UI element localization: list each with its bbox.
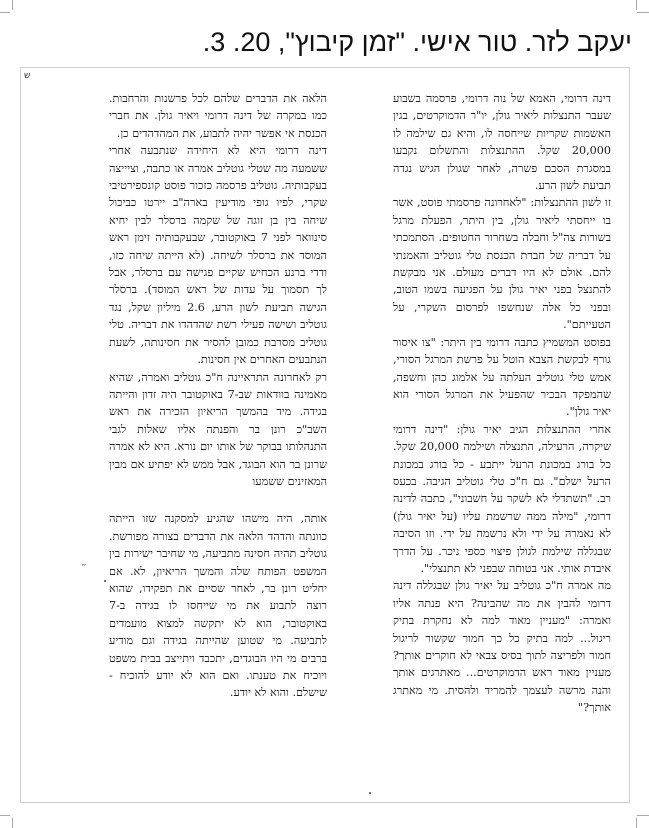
crop-mark-top-left-v <box>12 0 13 10</box>
article-column-left <box>109 90 327 770</box>
document-title: יעקב לזר. טור אישי. "זמן קיבוץ", 20. 3. <box>202 27 632 57</box>
scan-speck <box>369 792 371 794</box>
crop-mark-top-right-h <box>637 12 649 13</box>
paragraph: דינה דרומי, האמא של נוה דרומי, פרסמה בשבוע שעבר התנצלות ליאיר גולן, יו"ר הדמוקרטים, בגין האשמות שקריות שייחסה לו, והיא גם שילמה לו 20,000 שקל. ההתנצלות והתשלום נקבעו במסגרת הסכם פשרה, לאחר שגולן הגיש נגדה תביעת לשון הרע. <box>393 92 611 193</box>
crop-mark-top-right-v <box>636 0 637 10</box>
margin-mark: ״ <box>81 562 87 572</box>
crop-mark-bottom-left-h <box>0 815 10 816</box>
paragraph: אותה, היה מישהו שהגיע למסקנה שזו הייתה כוונתה והדהד הלאה את הדברים בצורה מפורשת. גוטליב תהיה חסינה מתביעה, מי שחיבר ישירות בין המשפט הפותח שלה והמשך הריאיון, לא. אם יחליט רונן בר, לאחר שסיים את תפקידו, שהוא רוצה לתבוע את מי שייחסו לו בגידה ב-7 באוקטובר, הוא לא יתקשה למצוא מועמדים לתביעה. מי שטוען שהייתה בגידה וגם מודיע ברבים מי היו הבוגדים, יתכבד ויתייצב בבית משפט ויוכיח את טענתו. ואם הוא לא יודע להוכיח - שישלם. והוא לא יודע. <box>109 512 327 700</box>
paragraph: דינה דרומי היא לא היחידה שנתבעה אחרי ששמעה מה שטלי גוטליב אמרה או כתבה, וציייצה בעקבותיה. גוטליב פרסמה כזכור פוסט קונספירטיבי שקרי, לפיו גופי מודיעין בארה"ב יירטו כביכול שיחה בין בן זוגה של שקמה ברסלר לבין יחיא סינוואר לפני 7 באוקטובר, שבעקבותיה זימן ראש המוסד את ברסלר לשיחה. (לא הייתה שיחה כזו, ודדי ברנע הכחיש שקיים פגישה עם ברסלר, אבל לך תסמוך על עדות של ראש המוסד). ברסלר הגישה תביעת לשון הרע, 2.6 מיליון שקל, נגד גוטליב ושישה פעילי רשת שהדהדו את דבריה. טלי גוטליב מסרבת כמובן להסיר את חסינותה, לשעת הנתבעים האחרים אין חסינות. <box>109 144 327 367</box>
article-column-right <box>393 90 611 770</box>
scan-speck <box>104 580 106 582</box>
crop-mark-bottom-left-v <box>12 818 13 828</box>
paragraph: רק לאחרונה התראיינה ח"כ גוטליב ואמרה, שהיא מאמינה בוודאות שב-7 באוקטובר היה זדון והייתה בגידה. מיד בהמשך הריאיון הזכירה את ראש השב"כ רונן בר והפנתה אליו שאלות לגבי התנהלותו בבוקר של אותו יום נורא. היא לא אמרה שרונן בר הוא הבוגד, אבל ממש לא יפתיע אם מבין המאזינים ששמעו <box>109 370 327 488</box>
crop-mark-bottom-right-h <box>637 815 649 816</box>
article-body <box>21 68 629 802</box>
corner-mark: ש <box>24 71 31 81</box>
paragraph: זו לשון ההתנצלות: "לאחרונה פרסמתי פוסט, אשר בו ייחסתי ליאיר גולן, בין היתר, הפעלת מרגל בשורות צה"ל וחבלה בשחרור החטופים. הסתמכתי על דבריה של חברת הכנסת טלי גוטליב והאמנתי להם. אולם לא היו דברים מעולם. אני מבקשת להתנצל בפני יאיר גולן על הפגיעה בשמו הטוב, ובפני כל אלה שנחשפו לפרסום השקרי, על הטעייתם". <box>393 196 611 332</box>
paragraph: הלאה את הדברים שלהם לכל פרשנות והרחבות. כמו במקרה של דינה דרומי ויאיר גולן. את חברי הכנסת אי אפשר יהיה לתבוע, את המהדהדים כן. <box>109 92 327 140</box>
paragraph: בפוסט המשמיץ כתבה דרומי בין היתר: "צו איסור גורף לבקשת הצבא הוטל על פרשת המרגל הסורי, אמש טלי גוטליב העלתה על אלמוג כהן וחשפה, שהמפקד הבכיר שהפעיל את המרגל הסורי הוא יאיר גולן". <box>393 335 611 419</box>
crop-mark-bottom-right-v <box>636 818 637 828</box>
paragraph: מה אמרה ח"כ גוטליב על יאיר גולן שבגללה דינה דרומי להבין את מה שהבינה? היא פנתה אליו ואמרה: "מעניין מאוד למה לא נחקרת בתיק ריגול... למה בתיק כל כך חמור שקשור לריגול חמור ולפריצה לתוך בסיס צבאי לא חוקרים אותך? מעניין מאוד ראש הדמוקרטים... מאתרגים אותך והנה מרשה לעצמך להמריד ולהסית. מי מאתרג אותך?" <box>393 579 611 715</box>
paragraph: אחרי ההתנצלות הגיב יאיר גולן: "דינה דרומי שיקרה, הרעילה, התנצלה ושילמה 20,000 שקל. כל בורג במכונת הרעל ייתבע - כל בורג במכונת הרעל ישלם". גם ח"כ טלי גוטליב הגיבה. בכעס רב. "תשתדלי לא לשקר על חשבוני", כתבה לדינה דרומי, "מילה ממה שרשמת עליו (על יאיר גולן) לא נאמרה על ידי ולא נרשמה על ידי. וזו הסיבה שבגללה שילמת לגולן פיצוי כספי ניכר. על הדרך איבדת אותי. אני בטוחה שבפני לא תתנצלי". <box>393 422 611 575</box>
scanned-clipping <box>20 67 630 803</box>
crop-mark-top-left-h <box>0 12 10 13</box>
